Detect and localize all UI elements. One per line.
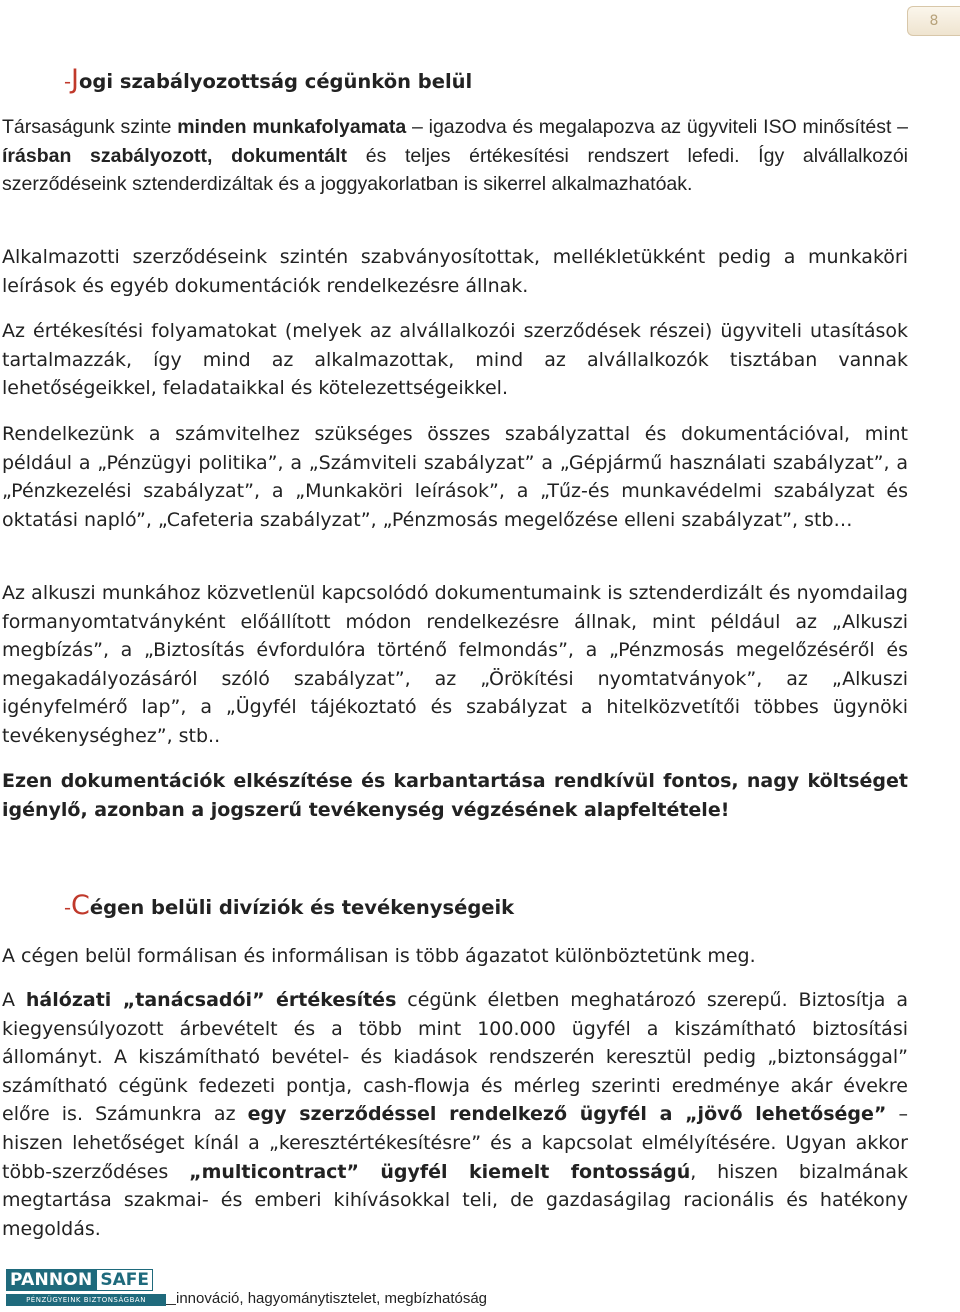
paragraph-legal-2: Alkalmazotti szerződéseink szintén szabványosítottak, mellékletükként pedig a munkaköri leírások és egyéb dokumentációk rendelkezésre állnak. bbox=[2, 246, 908, 297]
pannonsafe-logo: PANNON SAFE PÉNZÜGYEINK BIZTONSÁGBAN bbox=[6, 1268, 166, 1308]
paragraph-legal-6: Ezen dokumentációk elkészítése és karbantartása rendkívül fontos, nagy költséget igénylő, azonban a jogszerű tevékenység végzésének alapfeltétele! bbox=[2, 770, 908, 821]
page-number-badge bbox=[907, 6, 960, 36]
paragraph-divisions-1: A cégen belül formálisan és informálisan is több ágazatot különböztetünk meg. bbox=[2, 945, 756, 967]
paragraph-legal-5: Az alkuszi munkához közvetlenül kapcsolódó dokumentumaink is sztenderdizált és nyomdailag formanyomtatványként előállított módon rendelkezésre állnak, mint például az „Alkuszi megbízás”, a „Biztosítás évfordulóra történő felmondás”, a „Pénzmosás megelőzéséről és megakadályozásáról szóló szabályzat”, az „Örökítési nyomtatványok”, az „Alkuszi igényfelmérő lap”, a „Ügyfél tájékoztató és szabályzat a hitelközvetítői többes ügynöki tevékenységhez”, stb.. bbox=[2, 582, 908, 747]
page-footer bbox=[0, 1266, 960, 1312]
section-heading-divisions: -Cégen belüli divíziók és tevékenységeik bbox=[64, 890, 515, 921]
paragraph-legal-3: Az értékesítési folyamatokat (melyek az alvállalkozói szerződések részei) ügyviteli utasítások tartalmazzák, így mind az alkalmazottak, mind az alvállalkozók tisztában vannak lehetőségeikkel, feladataikkal és kötelezettségeikkel. bbox=[2, 320, 908, 400]
footer-tagline: innováció, hagyománytisztelet, megbízhatóság bbox=[176, 1290, 488, 1307]
paragraph-legal-4: Rendelkezünk a számvitelhez szükséges összes szabályzattal és dokumentációval, mint például a „Pénzügyi politika”, a „Számviteli szabályzat” a „Gépjármű használati szabályzat”, a „Pénzkezelési szabályzat”, a „Munkaköri leírások”, a „Tűz-és munkavédelmi szabályzat és oktatási napló”, „Cafeteria szabályzat”, „Pénzmosás megelőzése elleni szabályzat”, stb… bbox=[2, 423, 908, 531]
paragraph-legal-1: Társaságunk szinte minden munkafolyamata – igazodva és megalapozva az ügyviteli ISO minősítést – írásban szabályozott, dokumentált és teljes értékesítési rendszert lefedi. Így alvállalkozói szerződéseink sztenderdizáltak és a joggyakorlatban is sikerrel alkalmazhatóak. bbox=[2, 116, 908, 196]
paragraph-divisions-2: A hálózati „tanácsadói” értékesítés cégünk életben meghatározó szerepű. Biztosítja a kiegyensúlyozott árbevételt és a több mint 100.000 ügyfél a kiszámítható biztosítási állományt. A kiszámítható bevétel- és kiadások rendszerén keresztül pedig „biztonsággal” számítható cégünk fedezeti pontja, cash-flowja és mérleg szerinti eredménye akár évekre előre is. Számunkra az egy szerződéssel rendelkező ügyfél a „jövő lehetősége” – hiszen lehetőséget kínál a „keresztértékesítésre” és a kapcsolat elmélyítésére. Ugyan akkor több-szerződéses „multicontract” ügyfél kiemelt fontosságú, hiszen bizalmának megtartása szakmai- és emberi kihívásokkal teli, de gazdaságilag racionális és hatékony megoldás. bbox=[2, 989, 908, 1240]
footer-dash-rule bbox=[166, 1304, 176, 1305]
section-heading-legal: -Jogi szabályozottság cégünkön belül bbox=[64, 64, 473, 95]
page-number: 8 bbox=[929, 13, 939, 29]
